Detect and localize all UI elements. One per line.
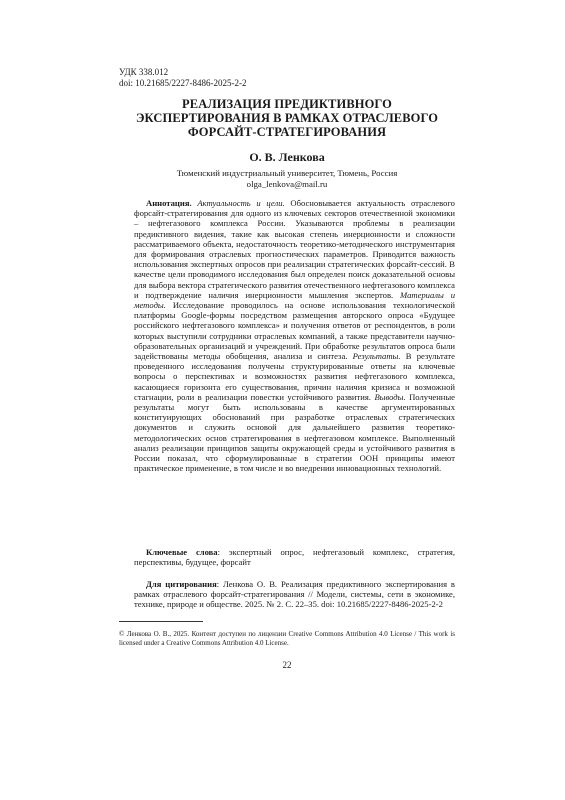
results-label: Результаты. (352, 351, 401, 362)
keywords-lead: Ключевые слова (146, 547, 218, 557)
article-identifiers (119, 67, 247, 89)
title-line-1: РЕАЛИЗАЦИЯ ПРЕДИКТИВНОГО (182, 97, 392, 111)
citation-text: : Ленкова О. В. Реализация предиктивного экспертирования в рамках отраслевого форсайт-стратегирования // Модели, системы, сети в экономике, технике, природе и обществе. 2025. № 2. С. 22–35. doi: 10.21685/2227-8486-2025-2-2 (134, 579, 455, 610)
keywords-text: : экспертный опрос, нефтегазовый комплекс, стратегия, перспективы, будущее, форсайт (134, 547, 455, 568)
udk-code: УДК 338.012 (119, 67, 169, 77)
conclusions-text: Полученные результаты могут быть использованы в качестве аргументированных конституирующих обоснований при разработке отраслевых стратегических документов и служить основой для дальнейшего развития теоретико-методологических основ стратегирования в нефтегазовом комплексе. Выполненный анализ реализации принципов защиты окружающей среды и устойчивого развития в России показал, что сформулированные в стратегии ООН принципы имеют практическое применение, в том числе и во внедрении инновационных технологий. (134, 391, 455, 474)
methods-text: Исследование проводилось на основе использования технологической платформы Google-формы посредством размещения авторского опроса «Будущее российского нефтегазового комплекса» и получения ответов от респондентов, в роли которых выступили сотрудники отраслевых компаний, а также представители научно-образовательных организаций и учреждений. При обработке результатов опроса были задействованы методы обобщения, анализа и синтеза. (134, 300, 455, 362)
citation (134, 579, 455, 610)
relevance-label: Актуальность и цели. (197, 198, 285, 208)
author-email[interactable]: olga_lenkova@mail.ru (246, 178, 328, 189)
results-text: В результате проведенного исследования получены структурированные ответы на ключевые вопросы о перспективах и возможностях развития нефтегазового комплекса, касающиеся горизонта его существования, причин наличия кризиса и возможной стагнации, роли в реализации повестки устойчивого развития. (134, 351, 455, 402)
affiliation-org: Тюменский индустриальный университет, Тюмень, Россия (176, 168, 398, 178)
conclusions-label: Выводы. (374, 391, 406, 402)
footnote-divider (119, 621, 203, 622)
license-note: © Ленкова О. В., 2025. Контент доступен по лицензии Creative Commons Attribution 4.0 License / This work is licensed under a Creative Commons Attribution 4.0 License. (119, 630, 455, 647)
doi: doi: 10.21685/2227-8486-2025-2-2 (119, 78, 247, 88)
citation-lead: Для цитирования (146, 579, 217, 589)
article-title (119, 97, 455, 139)
methods-label: Материалы и методы. (134, 289, 456, 311)
title-line-2: ЭКСПЕРТИРОВАНИЯ В РАМКАХ ОТРАСЛЕВОГО (135, 111, 439, 125)
title-line-3: ФОРСАЙТ-СТРАТЕГИРОВАНИЯ (187, 125, 387, 139)
author-name: О. В. Ленкова (249, 150, 325, 164)
abstract-lead: Аннотация. (146, 198, 192, 208)
keywords (134, 547, 455, 567)
affiliation (119, 168, 455, 189)
page-number: 22 (282, 660, 292, 670)
relevance-text: Обосновывается актуальность отраслевого форсайт-стратегирования для одного из ключевых секторов отечественной экономики – нефтегазового комплекса России. Указываются проблемы в реализации предиктивного видения, такие как высокая степень инерционности и сложности рассматриваемого объекта, недостаточность теоретико-методического инструментария для формирования отраслевых прогностических параметров. Приводится важность использования экспертных опросов при реализации стратегических форсайт-сессий. В качестве цели проводимого исследования был определен поиск доказательной основы для выбора вектора стратегического развития отечественного нефтегазового комплекса и подтверждение наличия инерционности мышления экспертов. (134, 198, 455, 300)
abstract (134, 198, 455, 473)
